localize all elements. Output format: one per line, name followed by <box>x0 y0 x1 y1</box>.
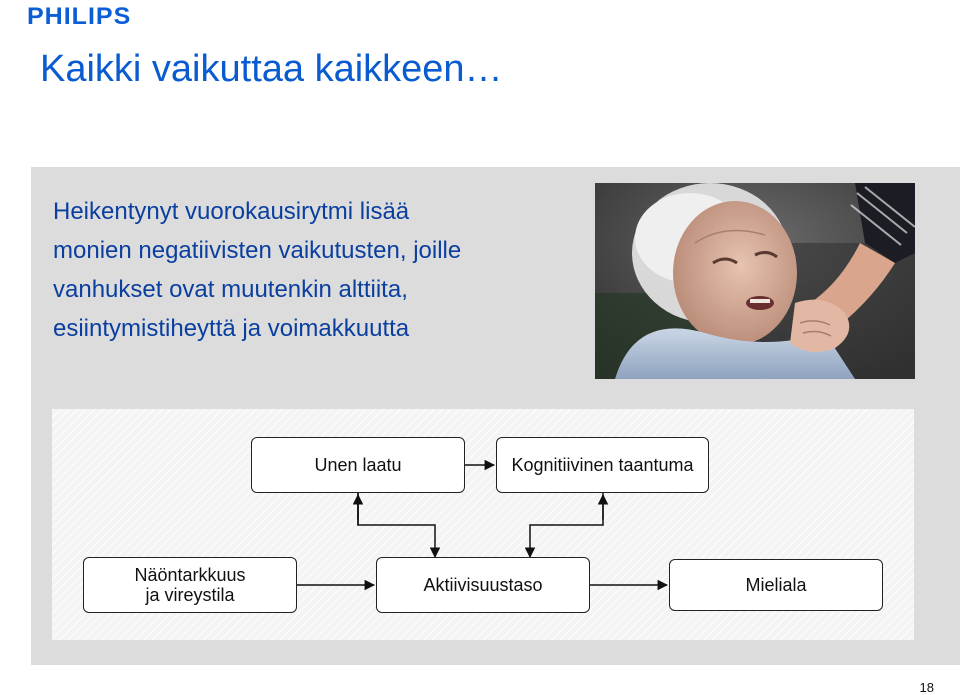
page-number: 18 <box>919 680 934 695</box>
box-label-line2: ja vireystila <box>145 585 235 605</box>
box-label: Kognitiivinen taantuma <box>511 455 694 475</box>
box-label-line1: Näöntarkkuus <box>134 565 246 585</box>
body-text <box>53 192 573 348</box>
body-line: esiintymistiheyttä ja voimakkuutta <box>53 315 410 342</box>
photo-illustration <box>595 183 915 379</box>
philips-logo: PHILIPS <box>27 3 132 30</box>
body-line: vanhukset ovat muutenkin alttiita, <box>53 276 408 303</box>
box-label: Unen laatu <box>314 455 402 475</box>
box-activity-level <box>376 557 590 613</box>
slide-title: Kaikki vaikuttaa kaikkeen… <box>40 48 503 90</box>
box-label: Aktiivisuustaso <box>423 575 543 595</box>
box-vision-alertness <box>83 557 297 613</box>
box-mood <box>669 559 883 611</box>
box-sleep-quality <box>251 437 465 493</box>
body-line: monien negatiivisten vaikutusten, joille <box>53 237 462 264</box>
body-line: Heikentynyt vuorokausirytmi lisää <box>53 198 410 225</box>
elderly-woman-photo <box>595 183 915 379</box>
box-cognitive-decline <box>496 437 709 493</box>
box-label: Mieliala <box>745 575 807 595</box>
